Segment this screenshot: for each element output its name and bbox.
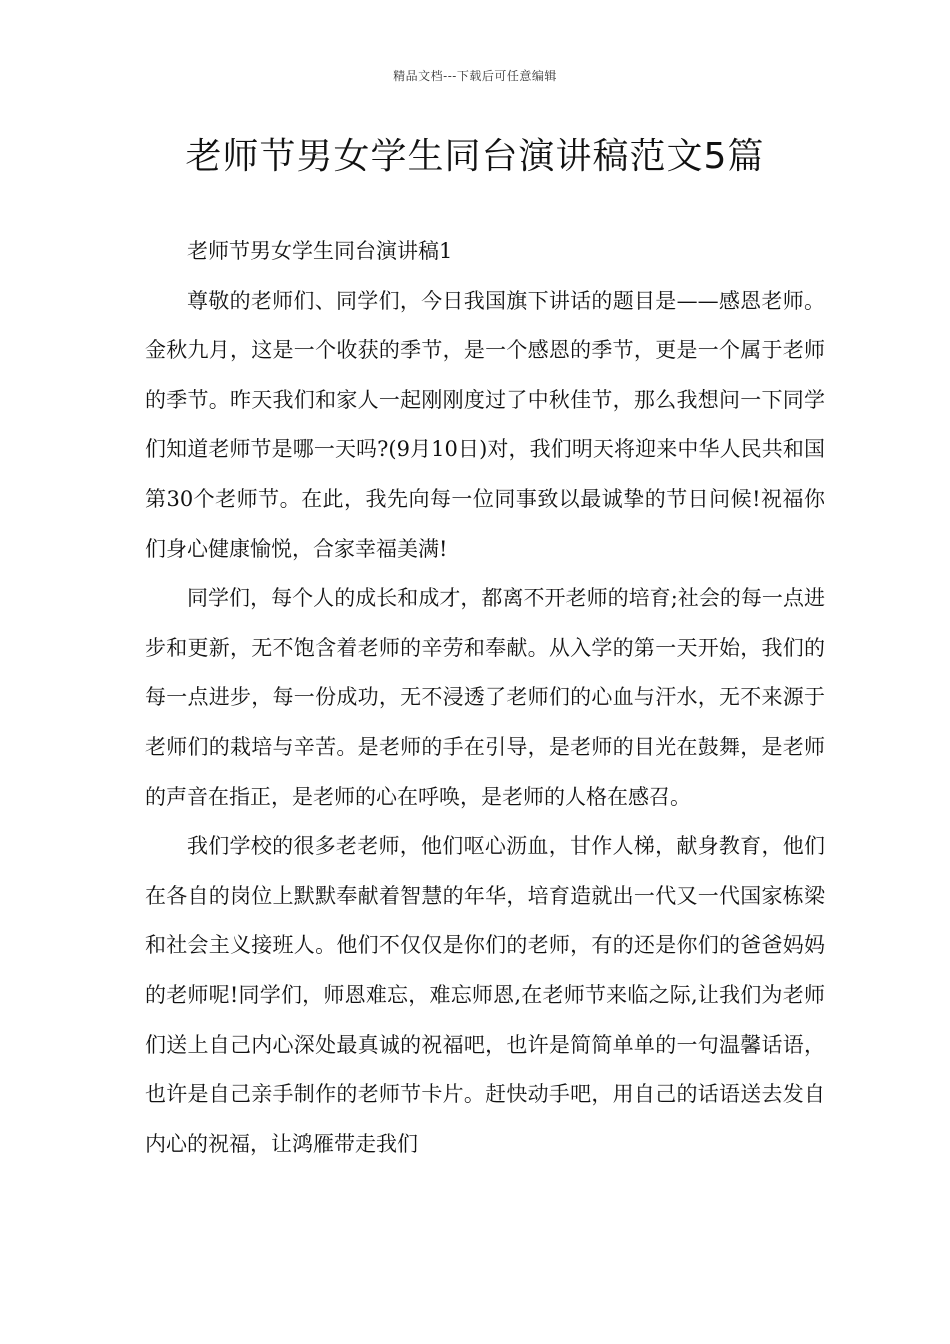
- paragraph: 我们学校的很多老老师，他们呕心沥血，甘作人梯，献身教育，他们在各自的岗位上默默奉献着智慧的年华，培育造就出一代又一代国家栋梁和社会主义接班人。他们不仅仅是你们的老师，有的还是你们的爸爸妈妈的老师呢!同学们，师恩难忘，难忘师恩,在老师节来临之际,让我们为老师们送上自己内心深处最真诚的祝福吧，也许是简简单单的一句温馨话语，也许是自己亲手制作的老师节卡片。赶快动手吧，用自己的话语送去发自内心的祝福，让鸿雁带走我们: [145, 834, 825, 1156]
- document-title: 老师节男女学生同台演讲稿范文5篇: [185, 136, 765, 177]
- section-heading: 老师节男女学生同台演讲稿1: [187, 239, 453, 263]
- document-body: [145, 227, 825, 1169]
- header-note: 精品文档---下载后可任意编辑: [393, 69, 557, 83]
- paragraph: 同学们，每个人的成长和成才，都离不开老师的培育;社会的每一点进步和更新，无不饱含着老师的辛劳和奉献。从入学的第一天开始，我们的每一点进步，每一份成功，无不浸透了老师们的心血与汗水，无不来源于老师们的栽培与辛苦。是老师的手在引导，是老师的目光在鼓舞，是老师的声音在指正，是老师的心在呼唤，是老师的人格在感召。: [145, 586, 825, 809]
- paragraph: 尊敬的老师们、同学们，今日我国旗下讲话的题目是——感恩老师。 金秋九月，这是一个收获的季节，是一个感恩的季节，更是一个属于老师的季节。昨天我们和家人一起刚刚度过了中秋佳节，那么我想问一下同学们知道老师节是哪一天吗?(9月10日)对，我们明天将迎来中华人民共和国第30个老师节。在此，我先向每一位同事致以最诚挚的节日问候!祝福你们身心健康愉悦，合家幸福美满!: [145, 288, 825, 561]
